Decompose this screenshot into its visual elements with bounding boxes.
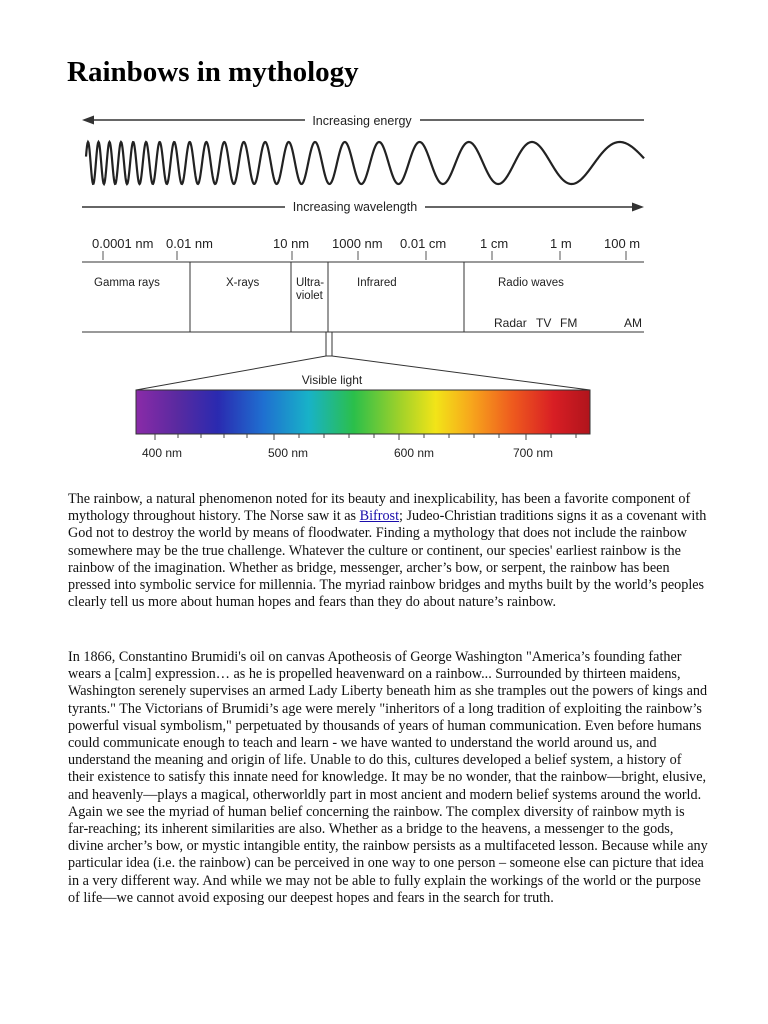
scale-label: 0.0001 nm — [92, 236, 154, 251]
electromagnetic-spectrum-diagram — [70, 105, 660, 480]
visible-light-callout — [136, 332, 590, 390]
band-xrays: X-rays — [226, 277, 260, 289]
spectrum-ticks — [155, 434, 576, 440]
scale-label: 0.01 cm — [400, 236, 447, 251]
paragraph-2: In 1866, Constantino Brumidi's oil on canvas Apotheosis of George Washington "America’s founding father wears a [calm] expression… as he is propelled heavenward on a rainbow... Surrounded by thirteen maidens, Washington serenely supervises an armed Lady Liberty beneath him as she tramples out the powers of kings and tyrants." The Victorians of Brumidi’s age were merely "inheritors of a long tradition of exploiting the rainbow’s powerful visual symbolism," perpetuated by thousands of years of human communication. Even before humans could communicate enough to teach and learn - we have wanted to understand the world around us, and understand the meaning and origin of life. Unable to do this, cultures developed a belief system, a history of their existence to satisfy this innate need for knowledge. It may be no wonder, that the rainbow—bright, elusive, and heavenly—plays a magical, otherworldly part in most ancient and modern belief systems around the world. Again we see the myriad of human belief concerning the rainbow. The complex diversity of rainbow myth is far-reaching; its inherent similarities are also. Whether as a bridge to the heavens, a messenger to the gods, divine archer’s bow, or mystic intangible entity, the rainbow persists as a multifaceted lesson. Because while any particular idea (i.e. the rainbow) can be perceived in one way to one person – someone else can picture that idea in a very different way. And while we may not be able to fully explain the workings of the world or the purpose of life—we cannot avoid exposing our deepest hopes and fears in the search for truth. — [68, 649, 708, 906]
spectrum-tick-label: 500 nm — [267, 446, 309, 460]
visible-spectrum-bar — [136, 390, 590, 434]
wavelength-label: Increasing wavelength — [292, 200, 418, 214]
band-gamma: Gamma rays — [94, 277, 160, 289]
radio-tv: TV — [536, 316, 552, 330]
energy-label: Increasing energy — [312, 114, 412, 128]
scale-ticks — [103, 251, 626, 260]
visible-light-label: Visible light — [301, 373, 363, 387]
band-uv-line2: violet — [296, 290, 323, 302]
paragraph-1 — [68, 491, 708, 611]
spectrum-tick-label: 400 nm — [141, 446, 183, 460]
wavelength-arrow — [82, 200, 644, 214]
page-title: Rainbows in mythology — [67, 56, 359, 88]
radio-fm: FM — [560, 316, 578, 330]
scale-labels — [92, 236, 640, 251]
scale-label: 0.01 nm — [166, 236, 213, 251]
bifrost-link[interactable]: Bifrost — [359, 508, 400, 525]
scale-label: 1 m — [550, 236, 572, 251]
scale-label: 10 nm — [273, 236, 310, 251]
energy-arrow — [82, 114, 644, 128]
scale-label: 1 cm — [480, 236, 509, 251]
band-infrared: Infrared — [357, 277, 397, 289]
radio-am: AM — [624, 316, 642, 330]
spectrum-tick-label: 600 nm — [393, 446, 435, 460]
scale-label: 100 m — [604, 236, 641, 251]
wave-line — [86, 142, 644, 184]
spectrum-tick-label: 700 nm — [512, 446, 554, 460]
scale-label: 1000 nm — [332, 236, 383, 251]
paragraph-1-end: ; Judeo-Christian traditions signs it as a covenant with God not to destroy the world by means of floodwater. Finding a mythology that does not include the rainbow somewhere may be the true challenge. Whatever the culture or continent, our species' earliest rainbow is the rainbow of the imagination. Whether as bridge, messenger, archer’s bow, or serpent, the rainbow has been pressed into symbolic service for millennia. The myriad rainbow bridges and myths built by the world’s peoples clearly tell us more about human hopes and fears than they do about nature’s rainbow. — [68, 508, 707, 611]
band-radio: Radio waves — [498, 277, 564, 289]
paragraph-1-start: The rainbow, a natural phenomenon noted for its beauty and inexplicability, has been a favorite component of mythology throughout history. The Norse saw it as — [68, 491, 691, 525]
band-uv-line1: Ultra- — [296, 277, 325, 289]
radio-radar: Radar — [494, 316, 527, 330]
